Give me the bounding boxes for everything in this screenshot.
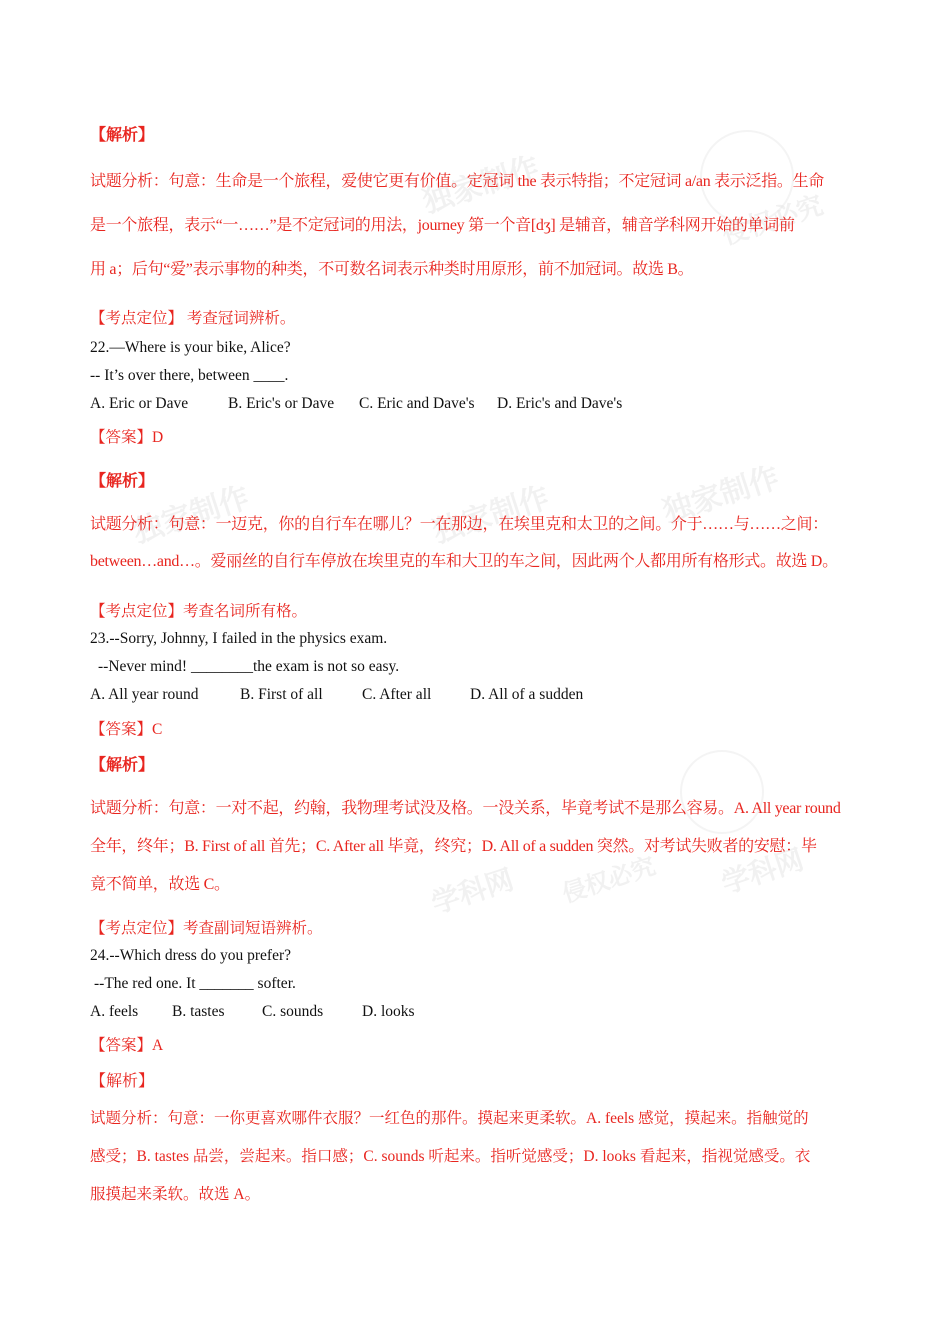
option-a: A. Eric or Dave bbox=[90, 395, 189, 412]
q21-analysis-line: 用 a；后句“爱”表示事物的种类，不可数名词表示种类时用原形，前不加冠词。故选 B。 bbox=[90, 261, 694, 278]
q22-options bbox=[90, 395, 622, 413]
q23-analysis-line: 全年，终年；B. First of all 首先；C. After all 毕竟，终究；D. All of a sudden 突然。对考试失败者的安慰：毕 bbox=[90, 838, 817, 855]
watermark-text: 学科网 bbox=[717, 842, 808, 901]
q22-analysis-line: between…and…。爱丽丝的自行车停放在埃里克的车和大卫的车之间，因此两个人都用所有格形式。故选 D。 bbox=[90, 553, 838, 570]
option-a: A. All year round bbox=[90, 686, 199, 703]
watermark-text: 独家制作 bbox=[128, 480, 254, 551]
q22-answer: 【答案】D bbox=[90, 429, 164, 446]
watermark-text: 侵权必究 bbox=[718, 190, 827, 252]
q22-analysis-heading: 【解析】 bbox=[90, 473, 155, 490]
q24-analysis-heading: 【解析】 bbox=[90, 1073, 155, 1090]
option-d: D. All of a sudden bbox=[470, 686, 584, 703]
option-b: B. tastes bbox=[172, 1003, 225, 1020]
watermark-text: 独家制作 bbox=[418, 150, 544, 221]
q21-analysis-line: 试题分析：句意：生命是一个旅程，爱使它更有价值。定冠词 the 表示特指；不定冠词 a/an 表示泛指。生命 bbox=[90, 173, 824, 190]
q23-stem: --Never mind! ________the exam is not so easy. bbox=[98, 658, 400, 675]
option-c: C. After all bbox=[362, 686, 432, 703]
option-b: B. Eric's or Dave bbox=[228, 395, 335, 412]
q24-stem: --The red one. It _______ softer. bbox=[94, 975, 296, 992]
watermark-text: 独家制作 bbox=[658, 460, 784, 531]
q23-answer: 【答案】C bbox=[90, 721, 163, 738]
q24-stem: 24.--Which dress do you prefer? bbox=[90, 947, 291, 964]
q23-options bbox=[90, 686, 583, 704]
q21-point: 【考点定位】 考查冠词辨析。 bbox=[90, 310, 296, 327]
option-c: C. Eric and Dave's bbox=[359, 395, 475, 412]
watermark-text: 侵权必究 bbox=[558, 851, 659, 909]
q22-analysis bbox=[90, 506, 870, 580]
watermark-text: 独家制作 bbox=[428, 480, 554, 551]
q23-analysis-line: 试题分析：句意：一对不起，约翰，我物理考试没及格。一没关系，毕竟考试不是那么容易。A. All year round bbox=[90, 800, 841, 817]
q24-analysis-line: 试题分析：句意：一你更喜欢哪件衣服？一红色的那件。摸起来更柔软。A. feels 感觉，摸起来。指触觉的 bbox=[90, 1110, 809, 1127]
q23-stem: 23.--Sorry, Johnny, I failed in the physics exam. bbox=[90, 630, 388, 647]
option-b: B. First of all bbox=[240, 686, 323, 703]
q24-analysis-line: 服摸起来柔软。故选 A。 bbox=[90, 1186, 261, 1203]
q24-analysis bbox=[90, 1100, 870, 1214]
q23-analysis bbox=[90, 790, 870, 904]
option-d: D. Eric's and Dave's bbox=[497, 395, 623, 412]
option-a: A. feels bbox=[90, 1003, 139, 1020]
q21-analysis-line: 是一个旅程，表示“一……”是不定冠词的用法，journey 第一个音[dʒ] 是辅音，辅音学科网开始的单词前 bbox=[90, 217, 795, 234]
watermark-text: 学科网 bbox=[427, 862, 518, 921]
option-d: D. looks bbox=[362, 1003, 415, 1020]
q21-analysis-heading: 【解析】 bbox=[90, 127, 155, 144]
q21-analysis bbox=[90, 160, 870, 292]
q23-analysis-line: 竟不简单，故选 C。 bbox=[90, 876, 230, 893]
option-c: C. sounds bbox=[262, 1003, 324, 1020]
q22-point: 【考点定位】考查名词所有格。 bbox=[90, 603, 308, 620]
q22-stem: 22.—Where is your bike, Alice? bbox=[90, 339, 291, 356]
q23-point: 【考点定位】考查副词短语辨析。 bbox=[90, 920, 323, 937]
q22-analysis-line: 试题分析：句意：一迈克，你的自行车在哪儿？一在那边，在埃里克和太卫的之间。介于……与……之间： bbox=[90, 516, 828, 533]
q23-analysis-heading: 【解析】 bbox=[90, 757, 155, 774]
q24-options bbox=[90, 1003, 415, 1021]
q24-answer: 【答案】A bbox=[90, 1037, 164, 1054]
q24-analysis-line: 感受；B. tastes 品尝，尝起来。指口感；C. sounds 听起来。指听觉感受；D. looks 看起来，指视觉感受。衣 bbox=[90, 1148, 811, 1165]
q22-stem: -- It’s over there, between ____. bbox=[90, 367, 289, 384]
